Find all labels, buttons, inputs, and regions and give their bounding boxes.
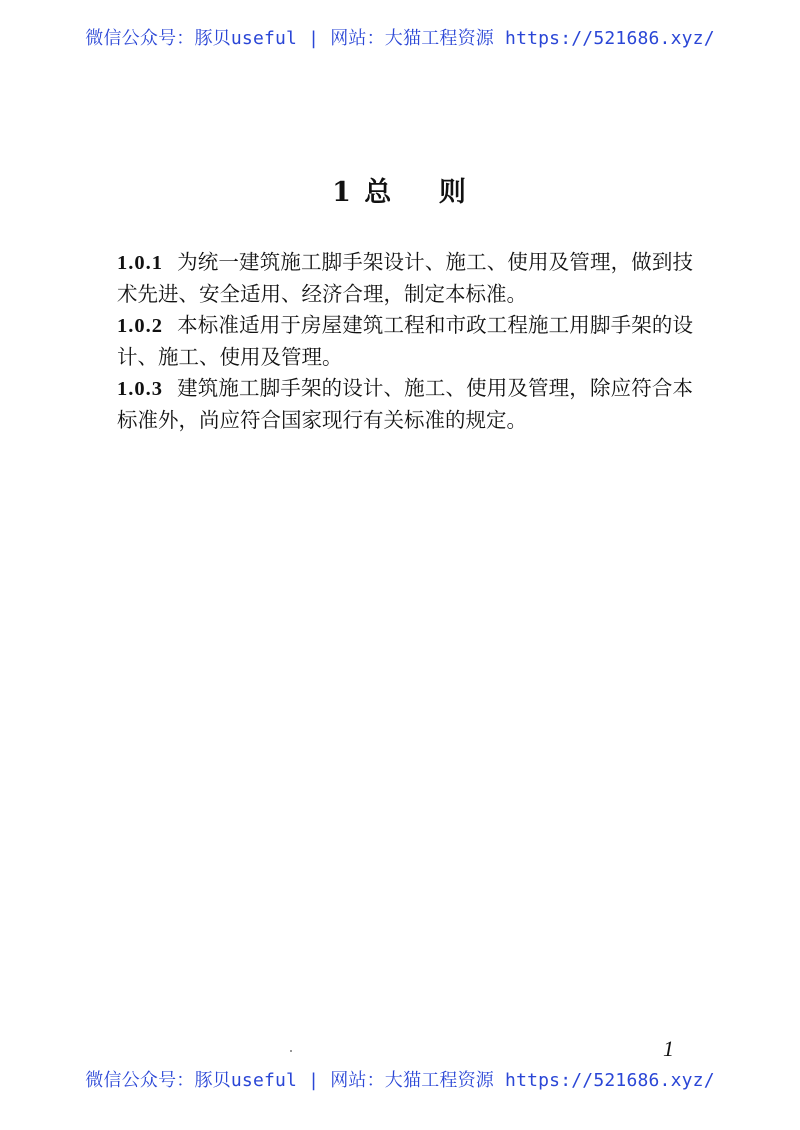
clause-1-0-3 (117, 373, 693, 436)
chapter-title: 1 总 则 (332, 177, 468, 208)
clause-number: 1.0.2 (117, 315, 163, 337)
clause-number: 1.0.1 (117, 252, 163, 274)
clause-list (117, 247, 693, 436)
page-number: 1 (663, 1036, 674, 1061)
scan-speck (290, 1050, 292, 1052)
clause-1-0-2 (117, 310, 693, 373)
clause-text: 为统一建筑施工脚手架设计、施工、使用及管理，做到技术先进、安全适用、经济合理，制定本标准。 (117, 250, 693, 306)
clause-number: 1.0.3 (117, 378, 163, 400)
watermark-header: 微信公众号：豚贝useful | 网站：大猫工程资源 https://521686.xyz/ (85, 28, 715, 49)
clause-text: 建筑施工脚手架的设计、施工、使用及管理，除应符合本标准外，尚应符合国家现行有关标准的规定。 (117, 376, 693, 432)
watermark-footer: 微信公众号：豚贝useful | 网站：大猫工程资源 https://521686.xyz/ (85, 1070, 715, 1091)
clause-text: 本标准适用于房屋建筑工程和市政工程施工用脚手架的设计、施工、使用及管理。 (117, 313, 693, 369)
clause-1-0-1 (117, 247, 693, 310)
